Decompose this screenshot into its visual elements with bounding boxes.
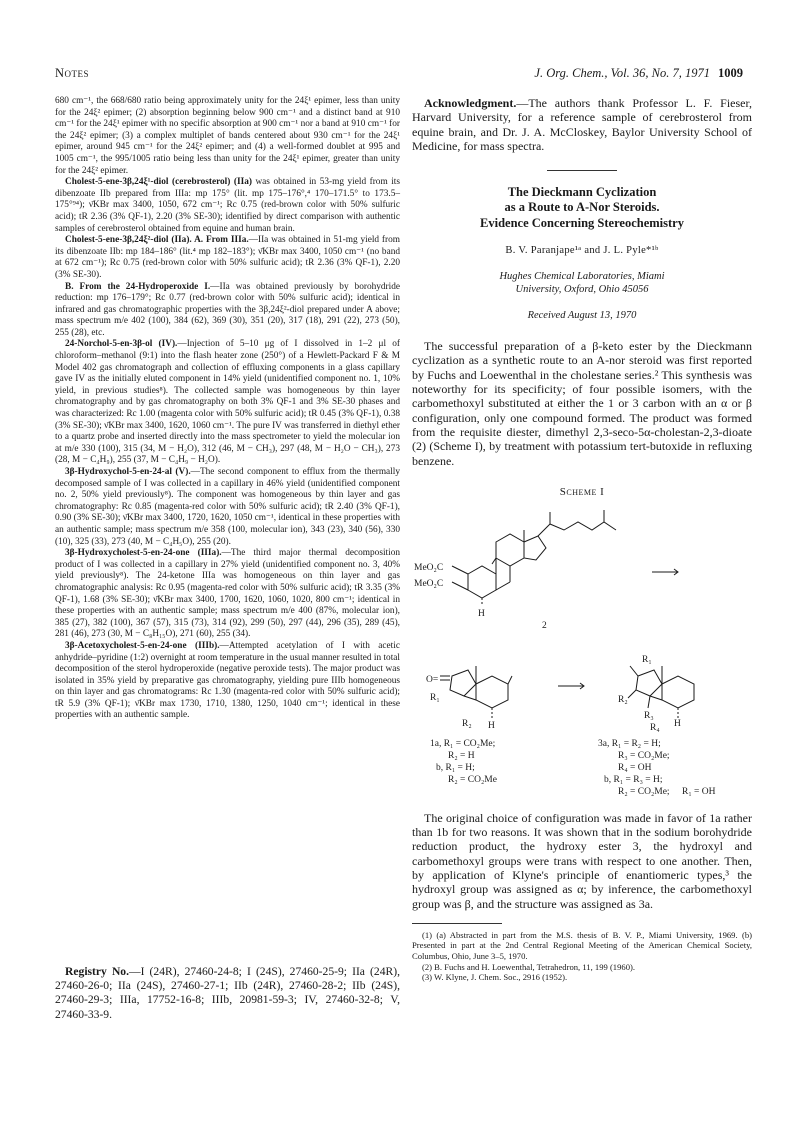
- experimental-paragraph-cerebrosterol: Cholest-5-ene-3β,24ξ¹-diol (cerebrosterol) (IIa) was obtained in 53-mg yield from its dibenzoate IIb prepared from IIIa: mp 175° (lit. mp 175–176°,⁴ 170–171.5° to 173.5–175°⁹⁴); ν̄KBr max 3400, 1050, 672 cm⁻¹; Rc 0.75 (red-brown color with 50% sulfuric acid); tR 2.36 (3% QF-1), 2.20 (3% SE-30); identified by direct comparison with authentic samples of cerebrosterol obtained from equine and human brain.: [55, 177, 400, 234]
- article-authors: B. V. Paranjape¹ᵃ and J. L. Pyle*¹ᵇ: [505, 245, 659, 257]
- registry-lead: Registry No.: [65, 965, 130, 978]
- legend-3b: b, R₁ = R₃ = H;: [604, 774, 663, 785]
- diester-group-1: MeO₂C: [414, 562, 444, 573]
- ketone-structure: [440, 666, 512, 718]
- discussion-paragraph: The original choice of configuration was made in favor of 1a rather than 1b for two reasons. It was shown that in the sodium borohydride reduction product, the hydroxy ester 3, the hydroxyl and carbomethoxyl groups were trans with respect to one another. Then, by application of Klyne's principle of enantiomeric types,³ the hydroxyl group was assigned as α; by inference, the carbomethoxyl group was β, and the structure was assigned as 3a.: [412, 810, 752, 911]
- ketone-h: H: [488, 720, 495, 731]
- ketone-r1: R₁: [430, 692, 440, 703]
- legend-1b: b, R₁ = H;: [436, 762, 475, 773]
- article-title: The Dieckmann Cyclization as a Route to A-Nor Steroids. Evidence Concerning Stereochemistry: [480, 184, 684, 230]
- author-affiliation: Hughes Chemical Laboratories, Miami University, Oxford, Ohio 45056: [499, 271, 665, 296]
- scheme-drawing: [412, 500, 752, 800]
- footnote-1: (1) (a) Abstracted in part from the M.S. thesis of B. V. P., Miami University, 1969. (b) Presented in part at the 2nd Central Regional Meeting of the American Chemical Society, Columbus, Ohio, June 3–5, 1970.: [412, 929, 752, 962]
- experimental-paragraph-diol-b: B. From the 24-Hydroperoxide I.—IIa was obtained previously by borohydride reduction: mp 176–179°; Rc 0.77 (red-brown color with 50% sulfuric acid); identical in infrared and gas chromatographic properties with the 3β,24ξ²-diol prepared under A above; mass spectrum m/e 402 (100), 384 (62), 369 (30), 351 (20), 317 (18), 291 (22), 273 (50), 255 (28), etc.: [55, 281, 400, 338]
- hydroxy-ester-structure: [628, 666, 694, 718]
- registry-numbers: [55, 965, 400, 1022]
- experimental-paragraph-cholenal: 3β-Hydroxychol-5-en-24-al (V).—The second component to efflux from the thermally decomposed sample of I was collected in a capillary in 46% yield (unidentified component no. 2, 50% yield previously⁸). The component was homogeneous by thin layer and gas chromatography: Rc 0.85 (magenta-red color with 50% sulfuric acid); tR 2.40 (3% QF-1), 0.90 (3% SE-30); ν̄KBr max 3400, 1720, 1620, 1050 cm⁻¹, identical in these properties with an authentic sample; mass spectrum m/e 358 (100, molecular ion), 343 (23), 340 (56), 330 (10), 325 (33), 273 (40, M − C₄H₅O), 255 (20).: [55, 467, 400, 547]
- legend-3a-r3: R₃ = CO₂Me;: [618, 750, 670, 761]
- footnote-2: (2) B. Fuchs and H. Loewenthal, Tetrahedron, 11, 199 (1960).: [422, 961, 636, 972]
- footnote-rule: [412, 923, 502, 924]
- experimental-paragraph-diol-a: Cholest-5-ene-3β,24ξ²-diol (IIa). A. From IIIa.—IIa was obtained in 51-mg yield from its dibenzoate IIb: mp 184–186° (lit.⁴ mp 182–183°); ν̄KBr max 3400, 1050 cm⁻¹ (no band at 672 cm⁻¹); Rc 0.75 (red-brown color with 50% sulfuric acid); tR 2.36 (3% QF-1), 2.20 (3% SE-30).: [55, 235, 400, 280]
- intro-paragraph: The successful preparation of a β-keto ester by the Dieckmann cyclization as a synthetic route to an A-nor steroid was first reported by Fuchs and Loewenthal in the cholestane series.² This synthesis was noteworthy for its specificity; of four possible isomers, with the carbomethoxyl substituted at either the 1 or 3 carbon with an α or β configuration, only one compound formed. The product was formed from the requisite diester, dimethyl 2,3-seco-5α-cholestan-2,3-dioate (2) (Scheme I), by treatment with potassium tert-butoxide in refluxing benzene.: [412, 339, 752, 468]
- hydroxy-r3: R₃: [644, 710, 654, 721]
- received-date: Received August 13, 1970: [527, 310, 637, 322]
- scheme-figure: [412, 486, 752, 801]
- legend-3a-r4: R₄ = OH: [618, 762, 652, 773]
- ketone-r2: R₂: [462, 718, 472, 729]
- experimental-paragraph-ketone: 3β-Hydroxycholest-5-en-24-one (IIIa).—The third major thermal decomposition product of I was collected in a capillary in 27% yield (unidentified component no. 3, 40% yield previously⁸). The 24-ketone IIIa was homogeneous on thin layer and gas chromatographic analysis: Rc 0.95 (magenta-red color with 50% sulfuric acid); tR 3.35 (3% QF-1), 1.68 (3% SE-30); ν̄KBr max 3400, 1700, 1620, 1060, 1020, 800 cm⁻¹; identical in these properties with an authentic sample; mass spectrum m/e 400 (87%, molecular ion), 385 (27), 382 (100), 367 (57), 315 (73), 314 (92), 299 (50), 297 (44), 296 (35), 289 (45), 281 (46), 273 (30, M − C₈H₁₅O), 271 (60), 255 (34).: [55, 548, 400, 640]
- hydroxy-r1-top: R₁: [642, 654, 652, 665]
- legend-1a-r2: R₂ = H: [448, 750, 475, 761]
- registry-text: —I (24R), 27460-24-8; I (24S), 27460-25-9; IIa (24R), 27460-26-0; IIa (24S), 27460-27-1; IIb (24R), 27460-28-2; IIb (24S), 27460-29-3; IIIa, 17752-16-8; IIIb, 20981-59-3; IV, 27460-32-8; V, 27460-33-9.: [55, 965, 400, 1021]
- journal-citation: [534, 66, 743, 81]
- acknowledgment: Acknowledgment.—The authors thank Professor L. F. Fieser, Harvard University, for a reference sample of cerebrosterol from equine brain, and Dr. J. A. McCloskey, Baylor University School of Medicine, for mass spectra.: [412, 96, 752, 154]
- reaction-arrow-2: [558, 683, 584, 689]
- experimental-paragraph-norcholenol: 24-Norchol-5-en-3β-ol (IV).—Injection of 5–10 μg of I dissolved in 1–2 μl of chloroform–methanol (9:1) into the flash heater zone (250°) of a Hewlett-Packard F & M Model 402 gas chromatograph and collection of effluxing components in a glass capillary gave IV as the initially eluted component in 14% yield (unidentified component no. 1, 10% yield, in previous studies⁸). The collected sample was homogeneous by thin layer chromatography and by gas chromatography on both 3% QF-1 and 3% SE-30 phases and was characterized: Rc 1.00 (magenta color with 50% sulfuric acid); tR 0.45 (3% QF-1), 0.38 (3% SE-30); ν̄KBr max 3400, 1620, 1060 cm⁻¹. The pure IV was transferred in diethyl ether to a quartz probe and inserted directly into the mass spectrometer to yield the molecular ion at m/e 330 (100), 315 (34, M − H₂O), 312 (46, M − CH₃), 297 (48, M − H₂O − CH₃), 273 (28, M − C₄H₉), 255 (37, M − C₄H₉ − H₂O).: [55, 339, 400, 466]
- diester-h-label: H: [478, 608, 485, 619]
- legend-1a: 1a, R₁ = CO₂Me;: [430, 738, 496, 749]
- experimental-paragraph-ir: 680 cm⁻¹, the 668/680 ratio being approximately unity for the 24ξ¹ epimer, less than unity for the 24ξ² epimer; (2) absorption beginning below 900 cm⁻¹ and a distinct band at 910 cm⁻¹ for the 24ξ¹ epimer with no specific absorption at 900 cm⁻¹ nor a band at 910 cm⁻¹ for the 24ξ² epimer; (3) a complex multiplet of bands centered about 930 cm⁻¹ for the 24ξ¹ epimer, around 945 cm⁻¹ for the 24ξ² epimer; and (4) a well-formed doublet at 995 and 1005 cm⁻¹, the 995/1005 ratio being less than unity for the 24ξ¹ epimer, greater than unity for the 24ξ² epimer.: [55, 96, 400, 176]
- experimental-paragraph-acetoxy: 3β-Acetoxycholest-5-en-24-one (IIIb).—Attempted acetylation of I with acetic anhydride–pyridine (1:2) overnight at room temperature in the usual manner resulted in total decomposition of the sterol hydroperoxide (negative peroxide tests). The major product was isolated in 35% yield by preparative gas chromatography, yielding pure IIIb homogeneous on thin layer and gas chromatograms: Rc 1.30 (magenta-red color with 50% sulfuric acid); tR 5.9 (3% QF-1); ν̄KBr max 1730, 1710, 1380, 1250, 1040 cm⁻¹; identical in these properties with an authentic sample.: [55, 640, 400, 721]
- hydroxy-h: H: [674, 718, 681, 729]
- section-header: Notes: [55, 66, 90, 80]
- hydroxy-r2: R₂: [618, 694, 628, 705]
- left-column: [55, 96, 400, 722]
- legend-3b-r2: R₂ = CO₂Me;: [618, 786, 670, 797]
- section-divider: [547, 170, 617, 171]
- footnotes: [412, 930, 752, 983]
- ketone-oxygen: O=: [426, 674, 439, 685]
- compound-number-2: 2: [542, 620, 547, 631]
- diester-structure: [452, 510, 616, 606]
- right-column: [412, 96, 752, 983]
- footnote-3: (3) W. Klyne, J. Chem. Soc., 2916 (1952).: [422, 972, 568, 983]
- scheme-label: Scheme I: [559, 485, 605, 498]
- journal-name: J. Org. Chem., Vol. 36, No. 7, 1971: [534, 66, 710, 80]
- diester-group-2: MeO₂C: [414, 578, 444, 589]
- hydroxy-r4: R₄: [650, 722, 660, 733]
- legend-3b-r1: R₁ = OH: [682, 786, 716, 797]
- legend-3a: 3a, R₁ = R₂ = H;: [598, 738, 661, 749]
- legend-1b-r2: R₂ = CO₂Me: [448, 774, 497, 785]
- page-number: 1009: [718, 66, 743, 80]
- reaction-arrow-1: [652, 569, 678, 575]
